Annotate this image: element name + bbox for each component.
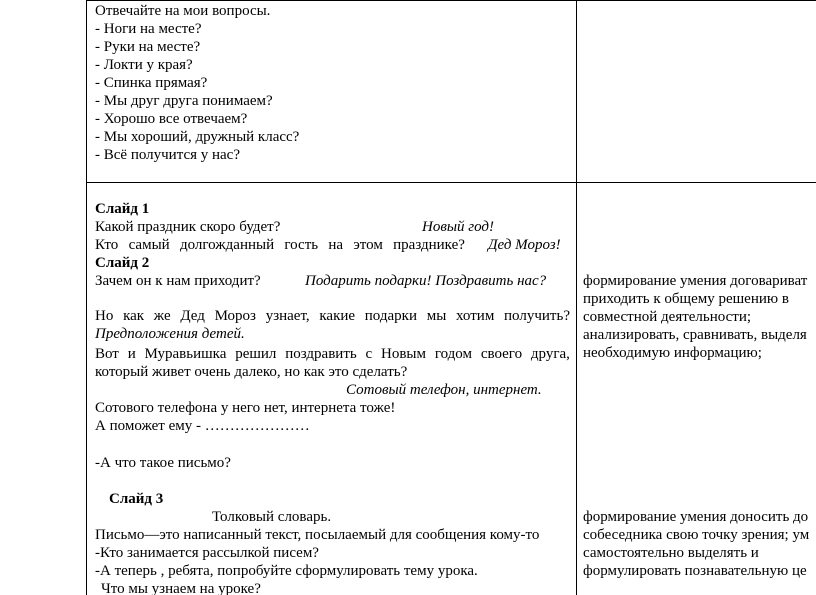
slide2-question-1: Зачем он к нам приходит? [95,273,261,289]
word: на [328,237,344,253]
right-column-text: совместной деятельности; [583,309,752,325]
word: какие [319,308,356,324]
word: долгожданный [179,237,275,253]
word: Новым [381,346,427,362]
right-column-text: формирование умения доносить до [583,509,809,525]
right-column-text: самостоятельно выделять и [583,545,759,561]
word: Кто [95,237,119,253]
right-column-text: собеседника свою точку зрения; ум [583,527,810,543]
word: и [127,346,136,362]
word: поздравить [285,346,357,362]
word: решил [235,346,277,362]
word: же [153,308,171,324]
word: с [365,346,373,362]
slide1-title: Слайд 1 [95,201,150,217]
greeting-question: - Мы хороший, дружный класс? [95,129,300,145]
word: Муравьишка [144,346,227,362]
slide2-answer-3: Сотовый телефон, интернет. [346,382,542,398]
word: своего [480,346,523,362]
slide2-title: Слайд 2 [95,255,150,271]
right-column-text: анализировать, сравнивать, выделя [583,327,807,343]
table-column-divider [576,0,577,595]
word: гость [284,237,319,253]
table-row-divider [86,182,816,183]
word: Мороз [214,308,256,324]
slide1-answer-2: Дед Мороз! [488,237,561,253]
greeting-question: - Локти у края? [95,57,193,73]
word: этом [353,237,383,253]
slide1-question-2 [95,236,465,254]
slide2-answer-2: Предположения детей. [95,326,245,342]
right-column-text: формирование умения договариват [583,273,808,289]
word: хотим [456,308,495,324]
slide1-question-1: Какой праздник скоро будет? [95,219,281,235]
word: друга, [530,346,570,362]
word: получить? [504,308,570,324]
slide2-paragraph-2-line-2: который живет очень далеко, но как это сделать? [95,364,408,380]
word: годом [434,346,473,362]
slide3-question-1: -Кто занимается рассылкой писем? [95,545,319,561]
word: празднике? [393,237,465,253]
word: Дед [180,308,205,324]
slide3-title: Слайд 3 [109,491,164,507]
word: узнает, [265,308,310,324]
slide2-paragraph-1 [95,307,570,325]
word: мы [426,308,447,324]
word: подарки [364,308,417,324]
slide2-paragraph-3: Сотового телефона у него нет, интернета тоже! [95,400,396,416]
right-column-text: приходить к общему решению в [583,291,789,307]
slide3-definition: Письмо—это написанный текст, посылаемый для сообщения кому-то [95,527,540,543]
slide1-answer-1: Новый год! [422,219,494,235]
word: Вот [95,346,119,362]
right-column-text: формулировать познавательную це [583,563,807,579]
greeting-question: - Руки на месте? [95,39,201,55]
table-left-border [86,0,87,595]
slide2-paragraph-2 [95,345,570,363]
greeting-question: - Мы друг друга понимаем? [95,93,273,109]
table-top-border [86,0,816,1]
word: самый [128,237,170,253]
slide3-question-2: -А теперь , ребята, попробуйте сформулировать тему урока. [95,563,478,579]
greeting-question: - Всё получится у нас? [95,147,240,163]
greeting-question: - Спинка прямая? [95,75,208,91]
slide2-answer-1: Подарить подарки! Поздравить нас? [305,273,547,289]
greeting-question: - Хорошо все отвечаем? [95,111,248,127]
right-column-text: необходимую информацию; [583,345,762,361]
slide3-dictionary: Толковый словарь. [212,509,332,525]
slide3-question-3: Что мы узнаем на уроке? [101,581,261,595]
slide2-paragraph-5: -А что такое письмо? [95,455,231,471]
word: Но [95,308,114,324]
slide2-paragraph-4: А поможет ему - ………………… [95,418,310,434]
word: как [123,308,145,324]
greeting-question: - Ноги на месте? [95,21,202,37]
greeting-intro: Отвечайте на мои вопросы. [95,3,271,19]
